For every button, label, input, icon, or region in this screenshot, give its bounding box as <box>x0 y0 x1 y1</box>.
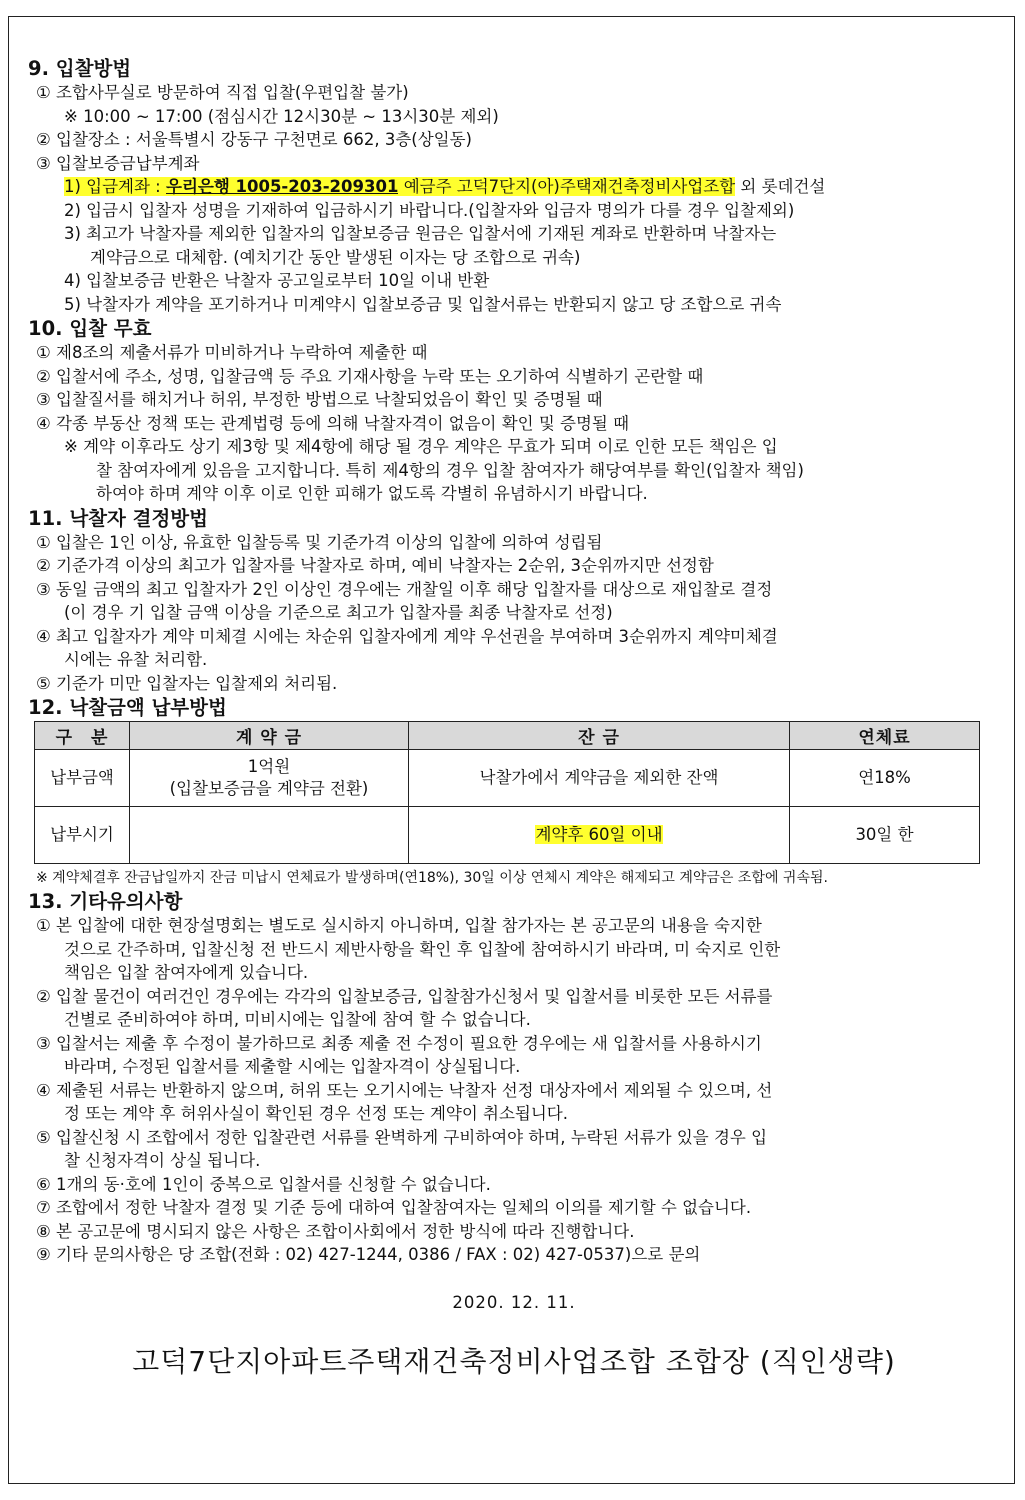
account-number: 우리은행 1005-203-209301 <box>166 177 399 196</box>
section-9-title: 9. 입찰방법 <box>28 57 132 80</box>
s9-item-1: ① 조합사무실로 방문하여 직접 입찰(우편입찰 불가) <box>36 83 409 102</box>
header-balance: 잔 금 <box>409 722 790 750</box>
s9-sub-2: 2) 입금시 입찰자 성명을 기재하여 입금하시기 바랍니다.(입찰자와 입금자 명의가 다를 경우 입찰제외) <box>64 200 795 220</box>
s13-item-1a: ① 본 입찰에 대한 현장설명회는 별도로 실시하지 아니하며, 입찰 참가자는 본 공고문의 내용을 숙지한 <box>36 916 762 935</box>
balance-timing: 계약후 60일 이내 <box>535 825 663 844</box>
account-holder: 예금주 고덕7단지(아)주택재건축정비사업조합 <box>398 177 736 196</box>
row-label-amount: 납부금액 <box>35 750 130 807</box>
s10-note-2: 찰 참여자에게 있음을 고지합니다. 특히 제4항의 경우 입찰 참여자가 해당여부를 확인(입찰자 책임) <box>96 460 804 480</box>
s13-item-1c: 책임은 입찰 참여자에게 있습니다. <box>64 963 309 982</box>
header-category: 구 분 <box>35 722 130 750</box>
s13-item-5b: 찰 신청자격이 상실 됩니다. <box>64 1151 261 1170</box>
signer-line: 고덕7단지아파트주택재건축정비사업조합 조합장 (직인생략) <box>132 1344 896 1378</box>
deposit-note: (입찰보증금을 계약금 전환) <box>169 779 369 798</box>
s10-note-1: ※ 계약 이후라도 상기 제3항 및 제4항에 해당 될 경우 계약은 무효가 되며 이로 인한 모든 책임은 입 <box>64 437 778 456</box>
s11-item-5: ⑤ 기준가 미만 입찰자는 입찰제외 처리됨. <box>36 673 338 693</box>
late-fee-limit: 30일 한 <box>790 807 980 864</box>
s11-item-3b: (이 경우 기 입찰 금액 이상을 기준으로 최고가 입찰자를 최종 낙찰자로 선정) <box>64 603 613 622</box>
s9-sub-3b: 계약금으로 대체함. (예치기간 동안 발생된 이자는 당 조합으로 귀속) <box>90 247 581 267</box>
deposit-timing <box>130 807 409 864</box>
table-row <box>35 750 980 807</box>
s9-item-2: ② 입찰장소 : 서울특별시 강동구 구천면로 662, 3층(상일동) <box>36 130 472 149</box>
header-late-fee: 연체료 <box>790 722 980 750</box>
account-label: 1) 입금계좌 : <box>64 177 166 196</box>
s13-item-3b: 바라며, 수정된 입찰서를 제출할 시에는 입찰자격이 상실됩니다. <box>64 1057 521 1076</box>
s9-sub-4: 4) 입찰보증금 반환은 낙찰자 공고일로부터 10일 이내 반환 <box>64 271 490 290</box>
s11-item-2: ② 기준가격 이상의 최고가 입찰자를 낙찰자로 하며, 예비 낙찰자는 2순위, 3순위까지만 선정함 <box>36 556 714 575</box>
notice-body <box>28 56 1000 1380</box>
s13-item-4a: ④ 제출된 서류는 반환하지 않으며, 허위 또는 오기시에는 낙찰자 선정 대상자에서 제외될 수 있으며, 선 <box>36 1080 773 1100</box>
s13-item-3a: ③ 입찰서는 제출 후 수정이 불가하므로 최종 제출 전 수정이 필요한 경우에는 새 입찰서를 사용하시기 <box>36 1033 762 1053</box>
section-10-title: 10. 입찰 무효 <box>28 317 152 340</box>
s13-item-2a: ② 입찰 물건이 여러건인 경우에는 각각의 입찰보증금, 입찰참가신청서 및 입찰서를 비롯한 모든 서류를 <box>36 986 773 1006</box>
section-11-title: 11. 낙찰자 결정방법 <box>28 506 208 530</box>
s11-item-3a: ③ 동일 금액의 최고 입찰자가 2인 이상인 경우에는 개찰일 이후 해당 입찰자를 대상으로 재입찰로 결정 <box>36 579 773 599</box>
s13-item-5a: ⑤ 입찰신청 시 조합에서 정한 입찰관련 서류를 완벽하게 구비하여야 하며, 누락된 서류가 있을 경우 입 <box>36 1127 768 1147</box>
table-row <box>35 807 980 864</box>
section-13-title: 13. 기타유의사항 <box>28 890 183 913</box>
late-fee-rate: 연18% <box>790 750 980 807</box>
balance-amount: 낙찰가에서 계약금을 제외한 잔액 <box>409 750 790 807</box>
notice-date: 2020. 12. 11. <box>452 1292 576 1312</box>
s9-sub-3a: 3) 최고가 낙찰자를 제외한 입찰자의 입찰보증금 원금은 입찰서에 기재된 계좌로 반환하며 낙찰자는 <box>64 224 777 243</box>
s13-item-9: ⑨ 기타 문의사항은 당 조합(전화 : 02) 427-1244, 0386 / FAX : 02) 427-0537)으로 문의 <box>36 1245 701 1264</box>
balance-timing-cell <box>409 807 790 864</box>
s10-item-1: ① 제8조의 제출서류가 미비하거나 누락하여 제출한 때 <box>36 343 428 362</box>
s9-time-note: ※ 10:00 ~ 17:00 (점심시간 12시30분 ~ 13시30분 제외) <box>64 106 499 126</box>
deposit-amount-cell <box>130 750 409 807</box>
s13-item-8: ⑧ 본 공고문에 명시되지 않은 사항은 조합이사회에서 정한 방식에 따라 진행합니다. <box>36 1221 635 1241</box>
s13-item-1b: 것으로 간주하며, 입찰신청 전 반드시 제반사항을 확인 후 입찰에 참여하시기 바라며, 미 숙지로 인한 <box>64 939 781 959</box>
header-deposit: 계 약 금 <box>130 722 409 750</box>
account-extra: 외 롯데건설 <box>735 177 826 196</box>
s13-item-6: ⑥ 1개의 동·호에 1인이 중복으로 입찰서를 신청할 수 없습니다. <box>36 1174 491 1194</box>
deposit-amount: 1억원 <box>247 757 291 776</box>
s13-item-4b: 정 또는 계약 후 허위사실이 확인된 경우 선정 또는 계약이 취소됩니다. <box>64 1104 568 1123</box>
s11-item-4a: ④ 최고 입찰자가 계약 미체결 시에는 차순위 입찰자에게 계약 우선권을 부여하며 3순위까지 계약미체결 <box>36 626 778 646</box>
s11-item-4b: 시에는 유찰 처리함. <box>64 650 208 669</box>
table-header-row <box>35 722 980 750</box>
s9-sub-5: 5) 낙찰자가 계약을 포기하거나 미계약시 입찰보증금 및 입찰서류는 반환되지 않고 당 조합으로 귀속 <box>64 294 782 314</box>
s9-item-3: ③ 입찰보증금납부계좌 <box>36 153 200 173</box>
s10-item-4: ④ 각종 부동산 정책 또는 관계법령 등에 의해 낙찰자격이 없음이 확인 및 증명될 때 <box>36 413 630 433</box>
s13-item-2b: 건별로 준비하여야 하며, 미비시에는 입찰에 참여 할 수 없습니다. <box>64 1010 531 1029</box>
s12-footnote: ※ 계약체결후 잔금납일까지 잔금 미납시 연체료가 발생하며(연18%), 30일 이상 연체시 계약은 해제되고 계약금은 조합에 귀속됨. <box>36 870 828 886</box>
section-12-title: 12. 낙찰금액 납부방법 <box>28 696 227 719</box>
s13-item-7: ⑦ 조합에서 정한 낙찰자 결정 및 기준 등에 대하여 입찰참여자는 일체의 이의를 제기할 수 없습니다. <box>36 1198 752 1217</box>
payment-table <box>34 721 980 864</box>
row-label-timing: 납부시기 <box>35 807 130 864</box>
s10-item-3: ③ 입찰질서를 해치거나 허위, 부정한 방법으로 낙찰되었음이 확인 및 증명될 때 <box>36 390 603 409</box>
s11-item-1: ① 입찰은 1인 이상, 유효한 입찰등록 및 기준가격 이상의 입찰에 의하여 성립됨 <box>36 532 603 552</box>
s10-note-3: 하여야 하며 계약 이후 이로 인한 피해가 없도록 각별히 유념하시기 바랍니다. <box>96 484 648 503</box>
s9-account-line <box>28 175 1000 199</box>
s10-item-2: ② 입찰서에 주소, 성명, 입찰금액 등 주요 기재사항을 누락 또는 오기하여 식별하기 곤란할 때 <box>36 366 704 386</box>
